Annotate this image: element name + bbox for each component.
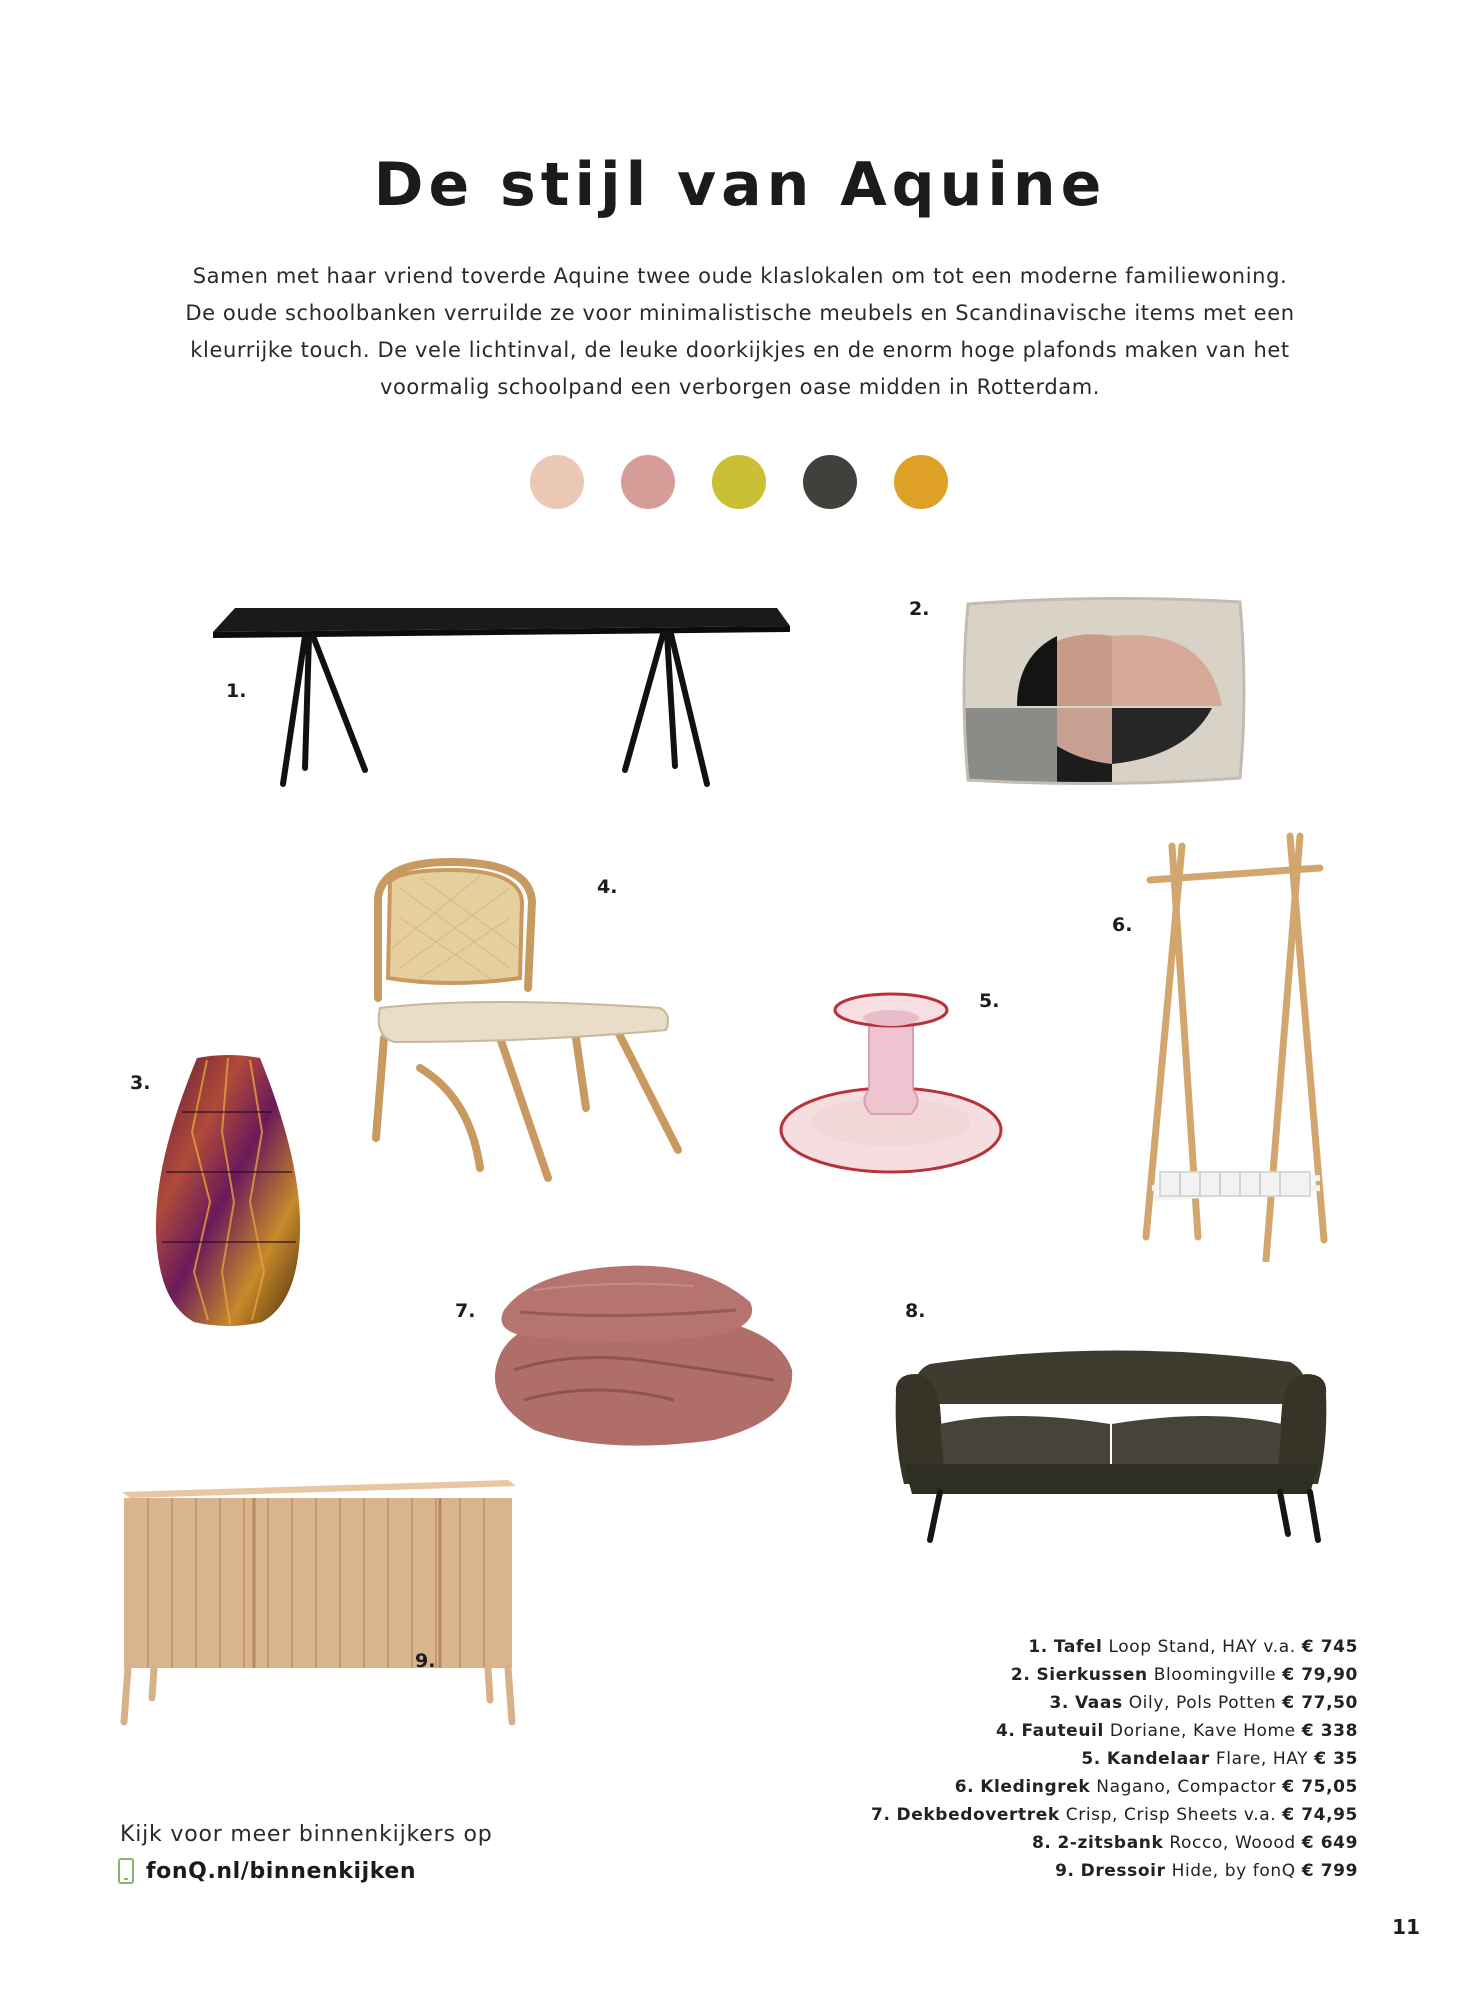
- legend-row-4: 4. Fauteuil Doriane, Kave Home € 338: [995, 1721, 1358, 1741]
- legend-row-8: 8. 2-zitsbank Rocco, Woood € 649: [1031, 1833, 1358, 1853]
- phone-icon: [118, 1858, 134, 1884]
- product-number-6: 6.: [1112, 914, 1133, 936]
- swatch-2: [621, 455, 675, 509]
- cta-text: Kijk voor meer binnenkijkers op: [120, 1822, 493, 1847]
- page-number: 11: [1392, 1915, 1420, 1939]
- swatch-3: [712, 455, 766, 509]
- product-number-9: 9.: [415, 1650, 436, 1672]
- product-number-8: 8.: [905, 1300, 926, 1322]
- product-number-4: 4.: [597, 876, 618, 898]
- legend-row-5: 5. Kandelaar Flare, HAY € 35: [1081, 1749, 1358, 1769]
- intro-line: voormalig schoolpand een verborgen oase midden in Rotterdam.: [379, 375, 1101, 399]
- legend-row-3: 3. Vaas Oily, Pols Potten € 77,50: [1049, 1693, 1358, 1713]
- product-cushion-image[interactable]: [962, 596, 1247, 786]
- cta-link[interactable]: [118, 1858, 416, 1884]
- legend-row-6: 6. Kledingrek Nagano, Compactor € 75,05: [954, 1777, 1358, 1797]
- cta-link-text[interactable]: fonQ.nl/binnenkijken: [146, 1858, 417, 1884]
- product-sofa-image[interactable]: [890, 1344, 1332, 1544]
- product-chair-image[interactable]: [360, 858, 690, 1190]
- product-vase-image[interactable]: [152, 1052, 304, 1327]
- product-number-3: 3.: [130, 1072, 151, 1094]
- intro-text: [160, 258, 1320, 406]
- product-bedding-image[interactable]: [474, 1250, 799, 1450]
- product-rack-image[interactable]: [1140, 832, 1330, 1262]
- product-number-7: 7.: [455, 1300, 476, 1322]
- page-title: De stijl van Aquine: [373, 150, 1107, 220]
- product-number-5: 5.: [979, 990, 1000, 1012]
- color-palette: [530, 455, 950, 509]
- legend-row-2: 2. Sierkussen Bloomingville € 79,90: [1010, 1665, 1358, 1685]
- product-table-image[interactable]: [205, 598, 795, 798]
- intro-line: Samen met haar vriend toverde Aquine twee oude klaslokalen om tot een moderne familiewoning.: [192, 264, 1288, 288]
- swatch-5: [894, 455, 948, 509]
- legend-row-1: 1. Tafel Loop Stand, HAY v.a. € 745: [1028, 1637, 1358, 1657]
- product-number-1: 1.: [226, 680, 247, 702]
- product-candleholder-image[interactable]: [775, 990, 1007, 1182]
- legend-row-7: 7. Dekbedovertrek Crisp, Crisp Sheets v.a. € 74,95: [871, 1805, 1358, 1825]
- swatch-1: [530, 455, 584, 509]
- intro-line: De oude schoolbanken verruilde ze voor minimalistische meubels en Scandinavische items met een: [185, 301, 1295, 325]
- intro-line: kleurrijke touch. De vele lichtinval, de leuke doorkijkjes en de enorm hoge plafonds maken van het: [190, 338, 1290, 362]
- product-number-2: 2.: [909, 598, 930, 620]
- legend-row-9: 9. Dressoir Hide, by fonQ € 799: [1055, 1861, 1358, 1881]
- product-legend: [658, 1633, 1358, 1885]
- product-sideboard-image[interactable]: [118, 1476, 518, 1726]
- swatch-4: [803, 455, 857, 509]
